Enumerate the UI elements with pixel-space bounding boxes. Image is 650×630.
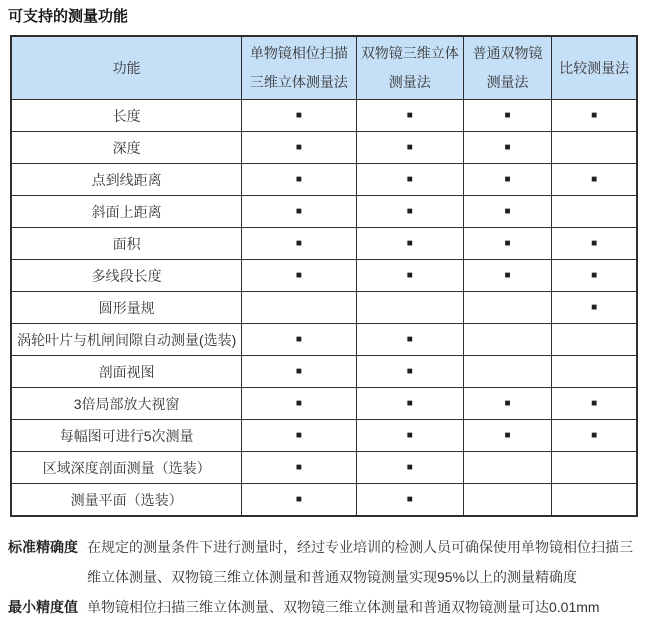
support-mark-cell: ■ [356,356,463,388]
row-label: 剖面视图 [11,356,242,388]
table-row [11,164,637,196]
support-mark-cell: ■ [463,228,551,260]
row-label: 区域深度剖面测量（选装） [11,452,242,484]
table-row [11,388,637,420]
empty-cell [463,324,551,356]
table-row [11,356,637,388]
table-row [11,100,637,132]
support-mark-cell: ■ [356,324,463,356]
support-mark-cell: ■ [242,388,356,420]
row-label: 3倍局部放大视窗 [11,388,242,420]
table-row [11,292,637,324]
empty-cell [552,324,637,356]
table-row [11,132,637,164]
column-header-method-2: 双物镜三维立体 测量法 [356,36,463,100]
row-label: 多线段长度 [11,260,242,292]
support-mark-cell: ■ [552,100,637,132]
empty-cell [356,292,463,324]
row-label: 涡轮叶片与机闸间隙自动测量(选装) [11,324,242,356]
row-label: 圆形量规 [11,292,242,324]
support-mark-cell: ■ [242,420,356,452]
table-header [11,36,637,100]
support-mark-cell: ■ [356,260,463,292]
support-mark-cell: ■ [242,260,356,292]
support-mark-cell: ■ [242,228,356,260]
measurement-support-table [10,35,638,517]
table-row [11,196,637,228]
row-label: 深度 [11,132,242,164]
support-mark-cell: ■ [463,132,551,164]
support-mark-cell: ■ [463,196,551,228]
table-row [11,484,637,517]
support-mark-cell: ■ [552,388,637,420]
support-mark-cell: ■ [463,388,551,420]
support-mark-cell: ■ [242,164,356,196]
support-mark-cell: ■ [242,484,356,517]
support-mark-cell: ■ [552,420,637,452]
note-minimum-precision [8,592,644,622]
note-text: 在规定的测量条件下进行测量时，经过专业培训的检测人员可确保使用单物镜相位扫描三维立体测量、双物镜三维立体测量和普通双物镜测量实现95%以上的测量精确度 [87,539,633,585]
support-mark-cell: ■ [242,132,356,164]
column-header-function: 功能 [11,36,242,100]
empty-cell [552,132,637,164]
support-mark-cell: ■ [463,420,551,452]
support-mark-cell: ■ [242,356,356,388]
support-mark-cell: ■ [356,420,463,452]
support-mark-cell: ■ [552,228,637,260]
empty-cell [552,356,637,388]
empty-cell [463,452,551,484]
support-mark-cell: ■ [356,100,463,132]
support-mark-cell: ■ [242,324,356,356]
support-mark-cell: ■ [552,260,637,292]
support-mark-cell: ■ [356,484,463,517]
note-term: 最小精度值 [8,599,78,615]
row-label: 测量平面（选装） [11,484,242,517]
support-mark-cell: ■ [356,164,463,196]
page-title: 可支持的测量功能 [8,8,129,25]
column-header-method-3: 普通双物镜 测量法 [463,36,551,100]
row-label: 每幅图可进行5次测量 [11,420,242,452]
empty-cell [463,356,551,388]
empty-cell [242,292,356,324]
row-label: 点到线距离 [11,164,242,196]
support-mark-cell: ■ [242,196,356,228]
support-mark-cell: ■ [356,132,463,164]
table-body [11,100,637,517]
column-header-method-4: 比较测量法 [552,36,637,100]
support-mark-cell: ■ [356,452,463,484]
row-label: 斜面上距离 [11,196,242,228]
note-term: 标准精确度 [8,539,78,555]
support-mark-cell: ■ [356,196,463,228]
empty-cell [463,484,551,517]
support-mark-cell: ■ [356,228,463,260]
row-label: 长度 [11,100,242,132]
table-row [11,452,637,484]
support-mark-cell: ■ [463,260,551,292]
empty-cell [463,292,551,324]
support-mark-cell: ■ [552,164,637,196]
support-mark-cell: ■ [242,452,356,484]
support-mark-cell: ■ [242,100,356,132]
table-header-row [11,36,637,100]
note-text: 单物镜相位扫描三维立体测量、双物镜三维立体测量和普通双物镜测量可达0.01mm [87,599,600,615]
support-mark-cell: ■ [552,292,637,324]
column-header-method-1: 单物镜相位扫描 三维立体测量法 [242,36,356,100]
support-mark-cell: ■ [463,164,551,196]
row-label: 面积 [11,228,242,260]
empty-cell [552,452,637,484]
support-mark-cell: ■ [356,388,463,420]
table-row [11,260,637,292]
table-row [11,228,637,260]
empty-cell [552,484,637,517]
notes-section [8,532,644,622]
empty-cell [552,196,637,228]
note-standard-accuracy [8,532,644,592]
support-mark-cell: ■ [463,100,551,132]
table-row [11,420,637,452]
table-row [11,324,637,356]
